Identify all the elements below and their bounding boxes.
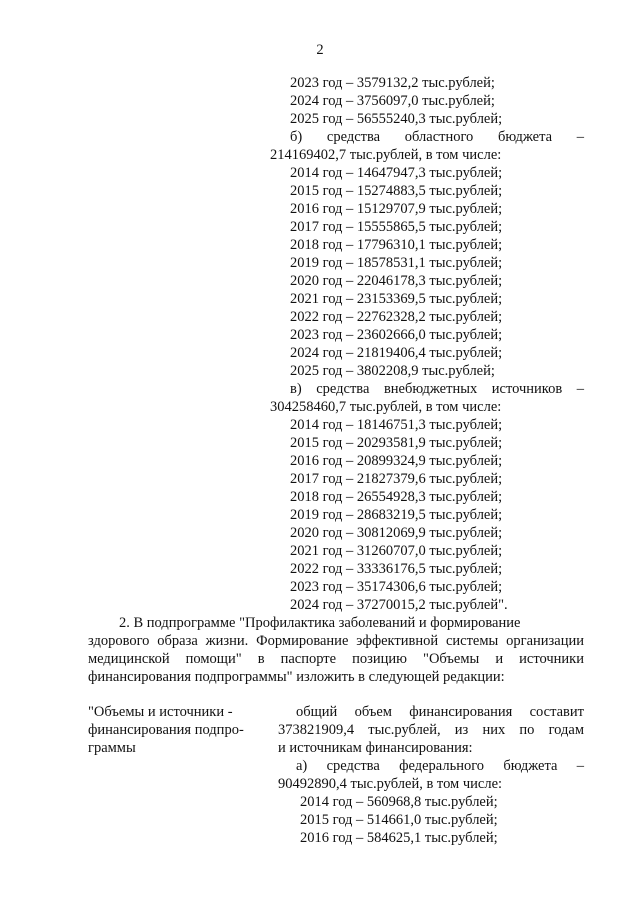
federal-year-line: 2024 год – 3756097,0 тыс.рублей;: [290, 93, 495, 109]
paragraph-line: финансирования подпрограммы" изложить в следующей редакции:: [88, 669, 505, 685]
regional-year-line: 2025 год – 3802208,9 тыс.рублей;: [290, 363, 495, 379]
federal2-year-line: 2015 год – 514661,0 тыс.рублей;: [300, 812, 498, 828]
regional-year-line: 2016 год – 15129707,9 тыс.рублей;: [290, 201, 503, 217]
funding-continuation: [270, 74, 584, 614]
row-value-line: и источникам финансирования:: [278, 740, 473, 756]
federal2-year-line: 2014 год – 560968,8 тыс.рублей;: [300, 794, 498, 810]
passport-row-label: [88, 703, 258, 757]
federal-year-line: 2025 год – 56555240,3 тыс.рублей;: [290, 111, 503, 127]
extrabudget-year-line: 2019 год – 28683219,5 тыс.рублей;: [290, 507, 503, 523]
federal-budget-total: 90492890,4 тыс.рублей, в том числе:: [278, 776, 503, 792]
extrabudget-year-line: 2022 год – 33336176,5 тыс.рублей;: [290, 561, 503, 577]
regional-year-line: 2020 год – 22046178,3 тыс.рублей;: [290, 273, 503, 289]
regional-budget-total: 214169402,7 тыс.рублей, в том числе:: [270, 147, 502, 163]
regional-year-line: 2024 год – 21819406,4 тыс.рублей;: [290, 345, 503, 361]
extrabudget-total: 304258460,7 тыс.рублей, в том числе:: [270, 399, 502, 415]
regional-year-line: 2021 год – 23153369,5 тыс.рублей;: [290, 291, 503, 307]
regional-year-line: 2022 год – 22762328,2 тыс.рублей;: [290, 309, 503, 325]
paragraph-line: медицинской помощи" в паспорте позицию "Объемы и источники: [88, 651, 584, 667]
regional-budget-heading: б) средства областного бюджета –: [290, 129, 584, 145]
page-number: 2: [316, 42, 324, 58]
extrabudget-heading: в) средства внебюджетных источников –: [290, 381, 584, 397]
federal2-year-line: 2016 год – 584625,1 тыс.рублей;: [300, 830, 498, 846]
extrabudget-year-line: 2023 год – 35174306,6 тыс.рублей;: [290, 579, 503, 595]
paragraph-line: 2. В подпрограмме "Профилактика заболеваний и формирование: [119, 615, 521, 631]
federal-budget-heading: а) средства федерального бюджета –: [296, 758, 584, 774]
regional-year-line: 2014 год – 14647947,3 тыс.рублей;: [290, 165, 503, 181]
extrabudget-year-line: 2016 год – 20899324,9 тыс.рублей;: [290, 453, 503, 469]
paragraph-2: [88, 614, 584, 686]
row-label-line: граммы: [88, 740, 136, 756]
row-value-line: общий объем финансирования составит: [296, 704, 584, 720]
extrabudget-year-line: 2015 год – 20293581,9 тыс.рублей;: [290, 435, 503, 451]
row-label-line: "Объемы и источники -: [88, 704, 233, 720]
regional-year-line: 2019 год – 18578531,1 тыс.рублей;: [290, 255, 503, 271]
passport-row-value: [278, 703, 584, 847]
extrabudget-year-line: 2020 год – 30812069,9 тыс.рублей;: [290, 525, 503, 541]
row-value-line: 373821909,4 тыс.рублей, из них по годам: [278, 722, 584, 738]
extrabudget-year-line: 2014 год – 18146751,3 тыс.рублей;: [290, 417, 503, 433]
row-label-line: финансирования подпро-: [88, 722, 244, 738]
regional-year-line: 2017 год – 15555865,5 тыс.рублей;: [290, 219, 503, 235]
paragraph-line: здорового образа жизни. Формирование эффективной системы организации: [88, 633, 584, 649]
regional-year-line: 2023 год – 23602666,0 тыс.рублей;: [290, 327, 503, 343]
regional-year-line: 2018 год – 17796310,1 тыс.рублей;: [290, 237, 503, 253]
extrabudget-year-line: 2021 год – 31260707,0 тыс.рублей;: [290, 543, 503, 559]
federal-year-line: 2023 год – 3579132,2 тыс.рублей;: [290, 75, 495, 91]
extrabudget-year-line: 2018 год – 26554928,3 тыс.рублей;: [290, 489, 503, 505]
regional-year-line: 2015 год – 15274883,5 тыс.рублей;: [290, 183, 503, 199]
extrabudget-year-line: 2017 год – 21827379,6 тыс.рублей;: [290, 471, 503, 487]
extrabudget-year-line: 2024 год – 37270015,2 тыс.рублей".: [290, 597, 508, 613]
